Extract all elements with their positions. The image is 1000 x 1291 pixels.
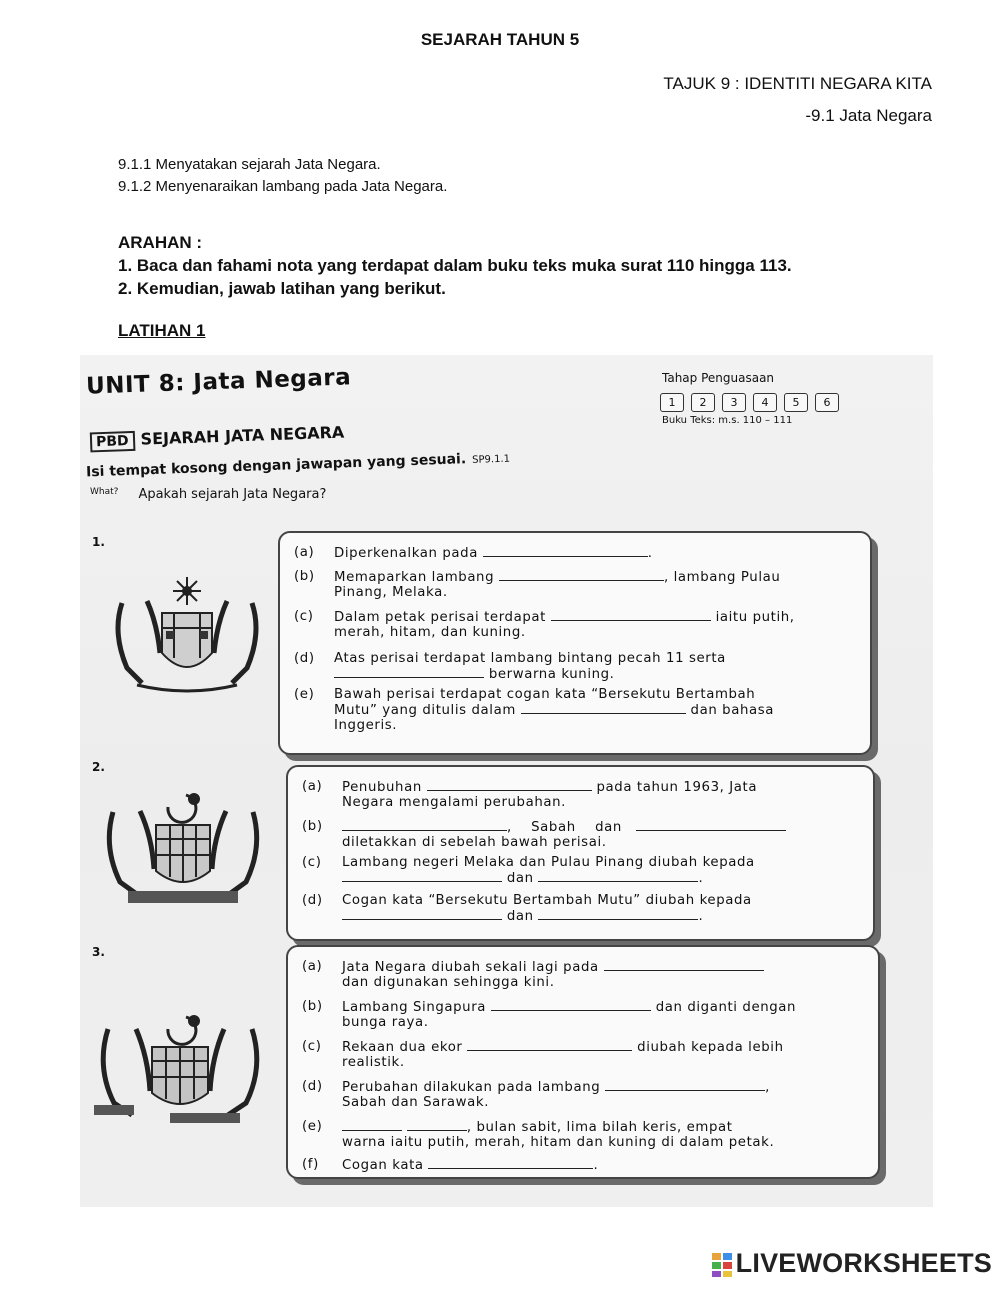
question-label: (d) [302, 1079, 323, 1094]
question-text: realistik. [342, 1055, 405, 1070]
level-box[interactable]: 6 [815, 393, 839, 412]
question-text: Atas perisai terdapat lambang bintang pecah 11 serta [334, 651, 726, 666]
question-text: merah, hitam, dan kuning. [334, 625, 526, 640]
question-label: (a) [302, 779, 323, 794]
question-text: warna iaitu putih, merah, hitam dan kuning di dalam petak. [342, 1135, 775, 1150]
objective-2: 9.1.2 Menyenaraikan lambang pada Jata Negara. [118, 178, 448, 195]
question-label: (e) [294, 687, 315, 702]
answer-blank[interactable] [342, 908, 502, 920]
answer-blank[interactable] [427, 779, 592, 791]
question-text: iaitu putih, [715, 610, 795, 625]
level-box[interactable]: 4 [753, 393, 777, 412]
question-text: Sabah dan Sarawak. [342, 1095, 490, 1110]
unit-label: UNIT 8: Jata Negara [85, 364, 352, 400]
question-label: (c) [302, 855, 322, 870]
answer-blank[interactable] [538, 870, 698, 882]
question-text: dan bahasa [690, 703, 775, 718]
brand-name: LIVEWORKSHEETS [735, 1248, 992, 1278]
worksheet-scan [80, 355, 933, 1207]
liveworksheets-mark-icon [711, 1252, 733, 1278]
question-text: dan digunakan sehingga kini. [342, 975, 555, 990]
answer-blank[interactable] [342, 870, 502, 882]
level-box[interactable]: 2 [691, 393, 715, 412]
answer-blank[interactable] [521, 702, 686, 714]
answer-blank[interactable] [491, 999, 651, 1011]
question-text: . [698, 909, 704, 924]
objective-1: 9.1.1 Menyatakan sejarah Jata Negara. [118, 156, 381, 173]
question-text: Negara mengalami perubahan. [342, 795, 566, 810]
question-text: Diperkenalkan pada [334, 546, 478, 561]
question-label: (a) [302, 959, 323, 974]
answer-blank[interactable] [499, 569, 664, 581]
subtopic-heading: -9.1 Jata Negara [805, 106, 932, 125]
question-text: Lambang negeri Melaka dan Pulau Pinang diubah kepada [342, 855, 755, 870]
question-text: . [593, 1158, 599, 1173]
question-text: , [765, 1080, 770, 1095]
question-text: dan [506, 871, 534, 886]
what-label: What? [90, 487, 119, 497]
question-label: (e) [302, 1119, 323, 1134]
level-box[interactable]: 1 [660, 393, 684, 412]
answer-blank[interactable] [334, 666, 484, 678]
group-number: 1. [92, 535, 105, 549]
answer-blank[interactable] [636, 819, 786, 831]
answer-blank[interactable] [605, 1079, 765, 1091]
question-label: (c) [302, 1039, 322, 1054]
question-label: (b) [302, 999, 323, 1014]
textbook-ref: Buku Teks: m.s. 110 – 111 [662, 415, 793, 426]
question-label: (d) [294, 651, 315, 666]
question-text: Cogan kata [342, 1158, 424, 1173]
sp-code: SP9.1.1 [472, 453, 511, 466]
question-label: (b) [302, 819, 323, 834]
question-label: (b) [294, 569, 315, 584]
instruction-step-1: 1. Baca dan fahami nota yang terdapat dalam buku teks muka surat 110 hingga 113. [118, 256, 792, 275]
question-text: Dalam petak perisai terdapat [334, 610, 546, 625]
coat-of-arms-1963-icon [98, 787, 268, 907]
answer-blank[interactable] [428, 1157, 593, 1169]
question-text: diletakkan di sebelah bawah perisai. [342, 835, 607, 850]
pbd-tag: PBD [90, 431, 135, 453]
question-label: (f) [302, 1157, 319, 1172]
question-text: Jata Negara diubah sekali lagi pada [342, 960, 599, 975]
level-box[interactable]: 3 [722, 393, 746, 412]
mastery-levels [660, 393, 839, 412]
question-text: , lambang Pulau [663, 570, 781, 585]
section-title: SEJARAH JATA NEGARA [140, 422, 345, 449]
group-number: 3. [92, 945, 105, 959]
coat-of-arms-1909-icon [102, 573, 272, 698]
question-text: Cogan kata “Bersekutu Bertambah Mutu” diubah kepada [342, 893, 752, 908]
answer-blank[interactable] [407, 1119, 467, 1131]
question-card-2 [286, 765, 875, 941]
answer-blank[interactable] [467, 1039, 632, 1051]
question-text: Mutu” yang ditulis dalam [334, 703, 516, 718]
question-text: Rekaan dua ekor [342, 1040, 463, 1055]
question-text: Pinang, Melaka. [334, 585, 448, 600]
instruction-step-2: 2. Kemudian, jawab latihan yang berikut. [118, 279, 446, 298]
topic-heading: TAJUK 9 : IDENTITI NEGARA KITA [663, 74, 932, 93]
coat-of-arms-current-icon [90, 1007, 270, 1127]
answer-blank[interactable] [538, 908, 698, 920]
fill-instruction [86, 450, 510, 481]
question-text: Sabah [531, 820, 576, 835]
question-text: dan [506, 909, 534, 924]
question-text: Bawah perisai terdapat cogan kata “Bersekutu Bertambah [334, 687, 756, 702]
question-label: (a) [294, 545, 315, 560]
section-header [90, 423, 345, 451]
instruction-text: Isi tempat kosong dengan jawapan yang sesuai. [85, 451, 467, 481]
instructions-heading: ARAHAN : [118, 233, 203, 252]
question-text: Perubahan dilakukan pada lambang [342, 1080, 601, 1095]
group-number: 2. [92, 760, 105, 774]
level-box[interactable]: 5 [784, 393, 808, 412]
question-text: Apakah sejarah Jata Negara? [138, 487, 327, 502]
question-text: dan [595, 820, 622, 835]
exercise-title: LATIHAN 1 [118, 321, 206, 340]
question-label: (d) [302, 893, 323, 908]
question-text: diubah kepada lebih [637, 1040, 784, 1055]
question-card-3 [286, 945, 880, 1179]
tahap-label: Tahap Penguasaan [662, 371, 775, 385]
what-question [90, 487, 326, 502]
question-text: pada tahun 1963, Jata [596, 780, 758, 795]
question-text: bunga raya. [342, 1015, 429, 1030]
question-text: . [698, 871, 704, 886]
question-text: Lambang Singapura [342, 1000, 487, 1015]
question-text: . [647, 546, 653, 561]
question-text: berwarna kuning. [488, 667, 615, 682]
question-text: dan diganti dengan [655, 1000, 797, 1015]
question-text: , [507, 820, 512, 835]
question-text: , bulan sabit, lima bilah keris, empat [466, 1120, 733, 1135]
answer-blank[interactable] [551, 609, 711, 621]
question-label: (c) [294, 609, 314, 624]
answer-blank[interactable] [604, 959, 764, 971]
page-title: SEJARAH TAHUN 5 [420, 30, 580, 49]
question-text: Inggeris. [334, 718, 398, 733]
answer-blank[interactable] [483, 545, 648, 557]
answer-blank[interactable] [342, 1119, 402, 1131]
question-card-1 [278, 531, 872, 755]
answer-blank[interactable] [342, 819, 507, 831]
question-text: Memaparkan lambang [334, 570, 495, 585]
liveworksheets-logo [711, 1248, 992, 1279]
question-text: Penubuhan [342, 780, 422, 795]
